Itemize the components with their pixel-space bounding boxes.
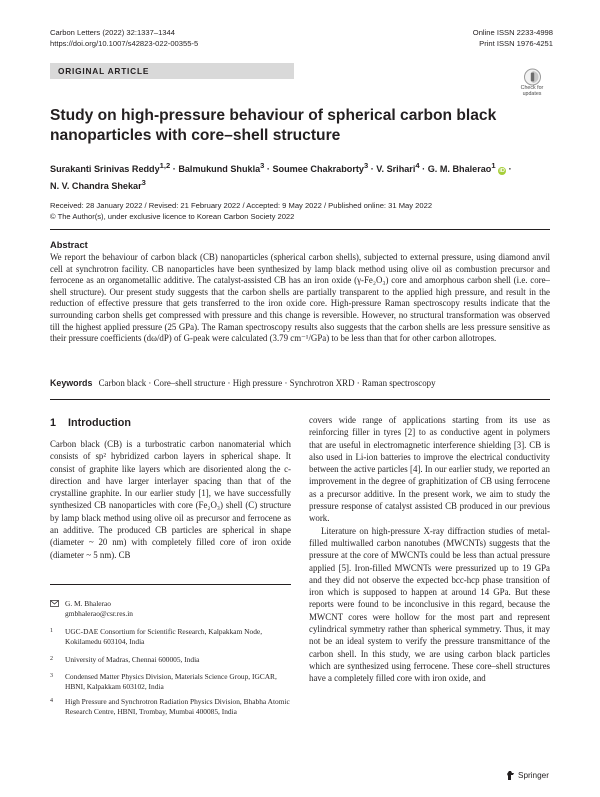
corresponding-author-email[interactable]: gmbhalerao@csr.res.in bbox=[65, 609, 133, 618]
running-header-left bbox=[50, 27, 198, 49]
issn-print: Print ISSN 1976-4251 bbox=[479, 39, 553, 48]
section-title: Introduction bbox=[68, 417, 131, 429]
doi-link[interactable]: https://doi.org/10.1007/s42823-022-00355-5 bbox=[50, 39, 199, 48]
running-header-right bbox=[473, 27, 553, 49]
article-type-label: ORIGINAL ARTICLE bbox=[50, 63, 294, 79]
paragraph: covers wide range of applications starting from its use as reinforcing filler in tyres [2] to as conductive agent in polymers that are useful in electromagnetic interference shielding [3]. CB is also used in Li-ion batteries to improve the electrical conductivity between the active particles [4]. In our earlier study, we reported an improvement in the degree of graphitization of CB using ferrocene as a precursor additive. In the present work, we aim to study the pressure response of catalyst assisted CB produced in our previous work. bbox=[309, 415, 550, 524]
envelope-icon bbox=[50, 600, 59, 607]
author-name[interactable]: Surakanti Srinivas Reddy bbox=[50, 164, 160, 175]
author-name[interactable]: N. V. Chandra Shekar bbox=[50, 181, 142, 192]
publication-dates: Received: 28 January 2022 / Revised: 21 February 2022 / Accepted: 9 May 2022 / Published online: 31 May 2022 © The Author(s), under exclusive licence to Korean Carbon Society 2022 bbox=[50, 200, 550, 222]
article-title: Study on high-pressure behaviour of spherical carbon black nanoparticles with core–shell structure bbox=[50, 107, 497, 144]
publisher-name: Springer bbox=[518, 771, 549, 780]
author-affiliation-marker: 1 bbox=[491, 161, 496, 170]
abstract-heading: Abstract bbox=[50, 240, 88, 250]
body-right-column bbox=[309, 414, 550, 685]
author-name[interactable]: V. Srihari bbox=[376, 164, 416, 175]
keywords bbox=[50, 377, 550, 389]
abstract-text: We report the behaviour of carbon black (CB) nanoparticles (spherical carbon shells), subjected to external pressure, using diamond anvil cell at synchrotron facility. CB nanoparticles have been synthesized by lamp black method using olive oil as combustion precursor and ferrocene as an organometallic additive. The catalyst-assisted CB has an iron oxide (γ-Fe₂O₃) core and amorphous carbon shell (i.e. core–shell structure). Our present study suggests that the carbon shells are partially transparent to the applied high pressure, and result in the reduction of effective pressure that gets transferred to the iron oxide core. High-pressure Raman spectroscopy results indicate that the surrounding carbon shells get compressed with pressure and this change is reversible. However, no structural transformation was observed till the highest applied pressure (25 GPa). The Raman spectroscopy results also suggests that the carbon shells are less pressure sensitive as their pressure coefficients (dω/dP) of G-peak were calculated (3.79 cm⁻¹/GPa) to be less than that for other carbon allotropes. bbox=[50, 252, 550, 344]
body-left-column bbox=[50, 438, 291, 561]
author-affiliation-marker: 4 bbox=[415, 161, 420, 170]
issn-online: Online ISSN 2233-4998 bbox=[472, 28, 553, 37]
author-name[interactable]: Balmukund Shukla bbox=[178, 164, 261, 175]
divider bbox=[50, 229, 550, 230]
author-list: Surakanti Srinivas Reddy$^{1,2}$ · Balmukund Shukla$^3$ · Soumee Chakraborty$^3$ · V. Srihari$^4$ · G. M. Bhalerao$^1$ iD · N. V. Chandra Shekar$^3$ bbox=[50, 161, 512, 192]
divider bbox=[50, 399, 550, 400]
author-affiliation-marker: 3 bbox=[260, 161, 265, 170]
keywords-label: Keywords bbox=[50, 378, 93, 388]
keywords-list: Carbon black · Core–shell structure · High pressure · Synchrotron XRD · Raman spectroscopy bbox=[98, 378, 436, 388]
author-affiliation-marker: 1,2 bbox=[159, 161, 171, 170]
author-affiliation-marker: 3 bbox=[141, 178, 146, 188]
author-affiliation-marker: 3 bbox=[363, 161, 369, 170]
copyright-line: © The Author(s), under exclusive licence to Korean Carbon Society 2022 bbox=[50, 212, 295, 221]
author-name[interactable]: G. M. Bhalerao bbox=[427, 164, 492, 175]
journal-citation: Carbon Letters (2022) 32:1337–1344 bbox=[50, 28, 175, 37]
author-name[interactable]: Soumee Chakraborty bbox=[272, 164, 364, 175]
paragraph: Carbon black (CB) is a turbostratic carbon nanomaterial which consists of sp² hybridized carbon layers in spherical shape. It consist of graphite like layers which are disoriented along the c-direction and have larger interlayer spacing than that of the crystalline graphite. In our earlier study [1], we have successfully synthesized CB nanoparticles with core (Fe₂O₃) shell (C) structure by lamp black method using olive oil as precursor and ferrocene as an additive. The produced CB particles are spherical in shape (diameter ~ 20 nm) with completely filled core of iron oxide (diameter ~ 5 nm). CB bbox=[50, 439, 291, 560]
check-for-updates-label[interactable]: Check for updates bbox=[520, 85, 544, 97]
paragraph: Literature on high-pressure X-ray diffraction studies of metal-filled multiwalled carbon nanotubes (MWCNTs) suggests that the pressure at the core of MWCNTs could be less than actual pressure applied [5]. Iron-filled MWCNTs were pressurized up to 19 GPa and they did not observe the expected bcc-hcp phase transition of iron which is supposed to happen at around 14 GPa. But these reports were found to be inconclusive in this regard, because the MWCNT cores were hollow for the most part and represent cylindrical symmetry rather than spherical symmetry. Thus, it may not be an ideal system to verify the pressure transmittance of the carbon shell. In this study, we are using carbon black particles which are synthesized using ferrocene. These core–shell structures have a completely filled core with iron oxide, and bbox=[309, 525, 550, 684]
section-number: 1 bbox=[50, 417, 57, 429]
section-heading bbox=[50, 417, 131, 429]
footnote-divider bbox=[50, 584, 291, 585]
publisher-logo bbox=[506, 770, 549, 781]
orcid-icon[interactable]: iD bbox=[499, 168, 505, 175]
springer-horse-icon bbox=[506, 770, 515, 781]
corresponding-author-name: G. M. Bhalerao bbox=[65, 599, 111, 608]
